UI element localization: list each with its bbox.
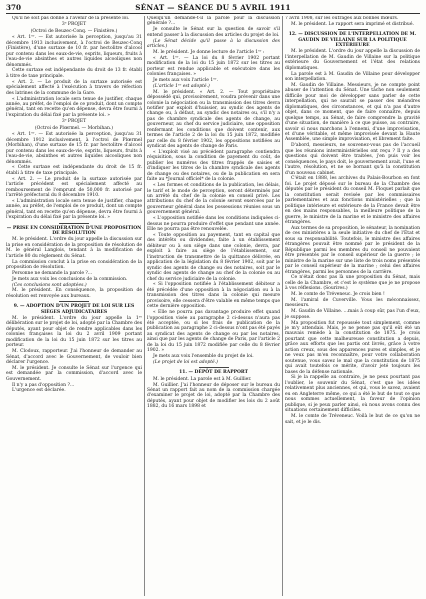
paragraph: « Si l'opposition notifiée à l'établissement débiteur a été précédée d'une opposition à la négociation ou à la transmission des titres dans la colonie qui mesure provisoire, elle cessera d'être valable en même temps que cette dernière opposition. — [147, 282, 280, 310]
paragraph: M. l'amiral de Cuverville. Vous les méconnaissez, messieurs. — [285, 297, 420, 309]
paragraph: M. le président. En conséquence, la proposition de résolution est renvoyée aux bureaux. — [6, 288, 142, 299]
paragraph: Cette surtaxe est indépendante du droit de 13 fr. établi à titre de taxe principale. — [6, 68, 142, 79]
paragraph: M. le président. Le rapport sera imprimé et distribué. — [291, 21, 414, 27]
paragraph: M. le comte de Tréveneuc. Je crois bien ! — [291, 292, 385, 298]
section-divider — [59, 223, 89, 224]
paragraph: 7 avril 1908, sur les outrages aux bonnes mœurs. — [285, 16, 399, 21]
paragraph: « L'opposition notifiée dans les conditions indiquées ci-dessus ne pourra produire d'effet que pendant une année. Elle ne pourra pas être renouvelée. — [147, 216, 280, 233]
section-heading: — PRISE EN CONSIDÉRATION D'UNE PROPOSITION DE RÉSOLUTION — [6, 225, 142, 237]
paragraph: M. le président. L'ordre du jour appelle la 1ʳᵉ délibération sur le projet de loi, adopté par la Chambre des députés, ayant pour objet de rendre applicables dans les colonies françaises la loi du 2 avril 1909 portant modification de la loi du 15 juin 1872 sur les titres au porteur. — [6, 316, 142, 349]
centered-heading: (Octroi de Beuzec-Conq. — Finistère.) — [30, 28, 118, 34]
text-columns — [6, 16, 420, 596]
paragraph: M. le comte de Tréveneuc. Voilà le but de ce qu'on ne sait, et je le dis. — [285, 414, 420, 425]
paragraph: M. Gaudin de Villaine. Messieurs, je ne compte point abuser de l'attention du Sénat. Une tâche non seulement difficile pour moi de développer sans parler de cette interpellation, qui ne saurait se passer des méandres diplomatiques, des circonstances, et qui n'a pas d'autre objet, dans ce moment, que de faire connaître, depuis quelque temps, au Sénat, de faire comprendre la gravité d'une situation, de manière à ce que puisse, au contraire, savoir si nous marchons à l'ennemi, d'une improvisation, et d'une véritable, et même improvisée devant la Haute Assemblée, une simple improvisation, et librement faite. — [285, 82, 420, 143]
paragraph: L'urgence est déclarée. — [12, 388, 66, 394]
paragraph: C'était en 1888, les archives du Palais-Bourbon en font foi. Le projet déposé sur le bureau de la Chambre des députés par le président du conseil M. Floquet parlait que la constitution serait revisée par les commissaires parlementaires et aux fonctions ministérielles ; que la politique intérieure et extérieure de la France devait être en des mains responsables, la meilleure politique de la guerre, le ministre de la marine et le ministre des affaires étrangères. — [285, 176, 420, 226]
paragraph: « Art. 1ᵉʳ. — Est autorisée la perception, jusqu'au 31 décembre 1913 inclusivement, à l'octroi de Beuzec-Conq (Finistère), d'une surtaxe de 10 fr. par hectolitre d'alcool pur contenu dans les eaux-de-vie, esprits, liqueurs, fruits à l'eau-de-vie absinthes et autres liquides alcooliques non dénommés. — [6, 35, 142, 68]
paragraph: Je mets aux voix l'ensemble du projet de loi. — [153, 354, 254, 360]
centered-heading: 3ᵉ PROJET — [61, 119, 87, 125]
section-heading: 11. — DÉPÔT DE RAPPORT — [179, 370, 248, 376]
paragraph: M. le président. L'ordre du jour appelle la discussion sur la prise en considération de la proposition de résolution de M. le général Langlois, tendant à la modification de l'article 80 du règlement du Sénat. — [6, 237, 142, 259]
paragraph: M. le président. « Art. 2. — Tout propriétaire dépossédé qui, provisoirement, voudra prévenir dans une colonie la négociation ou la transmission des titres devra notifier par exploit d'huissier, au syndic des agents de change ou, à défaut, au syndic des notaires ou, s'il n'y a pas de chambre syndicale des agents de change, au gouverneur, au chef du service judiciaire, une opposition renfermant les conditions que doivent contenir, aux termes de l'article 2 de la loi du 15 juin 1872, modifiée par celle du 8 février 1902, les oppositions notifiées au syndicat des agents de change de Paris. — [147, 89, 280, 150]
paragraph: (L'article 1ᵉʳ est adopté.) — [153, 83, 210, 89]
paragraph: Je consulte le Sénat sur la question de savoir s'il entend passer à la discussion des articles du projet de loi. — [147, 27, 280, 38]
paragraph: (Ces conclusions sont adoptées.) — [12, 282, 87, 288]
paragraph: M. le président. La parole est à M. Guillier. — [153, 376, 252, 382]
paragraph: Quelqu'un demande-t-il la parole pour la discussion générale ?... — [147, 16, 280, 27]
paragraph: « L'exploit visé au précédent paragraphe contiendra réquisition, sous la condition de payement du coût, de publier les numéros des titres frappés de saisies et d'indiquer les titres de la chambre syndicale des agents de change ou des notaires, ou de la publication en sera faite au *Journal officiel* de la colonie. — [147, 150, 280, 183]
paragraph: « L'administration locale sera tenue de justifier, chaque année, au préfet, de l'emploi de ce produit, dont un compte général, tant en recette qu'en dépense, devra être fourni à l'expiration du délai fixé par la présente loi. » — [6, 198, 142, 221]
paragraph: « L'administration locale sera tenue de justifier, chaque année, au préfet, de l'emploi de ce produit, dont un compte général, tant en recette qu'en dépense, devra être fourni à l'expiration du délai fixé par la présente loi. » — [6, 96, 142, 118]
paragraph: M. le président. Je consulte le Sénat sur l'urgence qui est demandée par la commission, d'accord avec le Gouvernement. — [6, 365, 142, 382]
paragraph: Aux termes de sa proposition, le sénateur, la nomination de ces ministères a la seule initiative du chef de l'État et sous sa responsabilité. Toutefois, le ministre des affaires étrangères pouvait être nommé par le président de la République parmi les membres du conseil ne pouvaient être présentés par le conseil supérieur de la guerre ; le ministre de la marine sur une liste de trois noms présentés par le conseil supérieur de la marine ; celui des affaires étrangères, parmi les personnes de la carrière. — [285, 225, 420, 275]
paragraph: « Art. 1ᵉʳ. — La loi du 8 février 1902 portant modification de la loi du 15 juin 1872 sur les titres au porteur est rendue applicable et exécutoire dans les colonies françaises. » — [147, 55, 280, 78]
paragraph: D'abord, messieurs, ne souvenez-vous pas de l'accueil que les réunions interministérielles ont reçu ? Il y a des questions qui doivent être traitées, j'en puis voir les conséquences, le pays doit, le gouvernement avait, l'une et l'autre, résolution, et ne se bornant qu'à la constitution d'un nouveau cabinet. — [285, 143, 420, 176]
section-heading: 12. — DISCUSSION DE L'INTERPELLATION DE M. GAUDIN DE VILLAINE SUR LA POLITIQUE EXTÉRIEURE — [288, 32, 417, 49]
paragraph: Il n'y a pas d'opposition ?... — [12, 382, 75, 388]
paragraph: « Art. 2. — Le produit de la surtaxe autorisée est spécialement affecté à l'exécution à travers de réfection des latrines de la commune de la Gare. — [6, 79, 142, 96]
paragraph: Ce n'était donc pas là une proposition du Sénat, mais celle de la Chambre, et c'est le système que je ne propose à vos réflexions. (Sourires.) — [285, 275, 420, 292]
paragraph: « Elle ne pourra pas davantage produire effet quand l'opposition visée au paragraphe 2 ci-dessus n'aura pas été acceptée, ou si les frais de publication de la publication au paragraphe 2 ci-dessus n'ont pas été payés au syndicat des agents de change ou par les notaires, ainsi que par les agents de change de Paris, par l'article 2 de la loi du 15 juin 1872 modifiée par celle du 8 février 1902. » — [147, 310, 280, 354]
section-divider — [199, 367, 229, 368]
paragraph: « Cette surtaxe est indépendante du droit de 15 fr. établi à titre de taxe principale. — [6, 165, 142, 176]
paragraph: M. Guillier. J'ai l'honneur de déposer sur le bureau du Sénat un rapport fait au nom de la commission chargée d'examiner le projet de loi, adopté par la Chambre des députés, ayant pour objet de modifier les lois du 2 août 1882, du 16 mars 1898 et — [147, 382, 280, 410]
paragraph: « Art. 2. — Le produit de la surtaxe autorisée par l'article précédent est spécialement affecté au remboursement de l'emprunt de 50,000 fr. autorisé par l'arrêté préfectoral du 8 décembre 1910. — [6, 176, 142, 198]
column-3 — [282, 16, 420, 596]
paragraph: M. Gaudin de Villaine. ...mais à coup sûr, pas l'un d'eux, je suppose. — [285, 309, 420, 320]
paragraph: Si je la rappelle au contraire, je ne peux pourtant pas l'oublier, le souvenir du Sénat, c'est que les idées relativement plus anciennes, et qui, vous le savez, avaient eu en Angleterre même, ce qui a été le but de tout ce que nous sommes actuellement, la faveur de l'opinion publique, si je peux parler ainsi, où nous avons connu des situations certainement difficiles. — [285, 375, 420, 414]
page-number: 370 — [6, 3, 22, 12]
paragraph: M. Clodoux, rapporteur. J'ai l'honneur de demander au Sénat, d'accord avec le Gouvernement, de vouloir bien déclarer l'urgence. — [6, 349, 142, 366]
paragraph: « Art. 1ᵉʳ. — Est autorisée la perception, jusqu'au 31 décembre 1912 inclusivement, à l'octroi de Plœrmel (Morbihan), d'une surtaxe de 15 fr. par hectolitre d'alcool pur contenu dans les eaux-de-vie, esprits, liqueurs, fruits à l'eau-de-vie, absinthes et autres liquides alcooliques non dénommés. — [6, 132, 142, 165]
paragraph: « Toute opposition au payement, tant en capital que des intérêts ou dividendes, faite à un établissement débiteur ou à son siège dans une colonie, devra, par exploit à faire au siège de l'établissement, sur l'instruction de transmettre de la quittance délivrée, en application de la législation du 8 février 1902, soit par le syndic des agents de change ou des notaires, soit par le syndic des agents de change au chef de la colonie ou au chef du service judiciaire de la colonie. — [147, 232, 280, 282]
paragraph: La commission conclut à la prise en considération de la proposition de résolution. — [6, 259, 142, 271]
section-divider — [338, 29, 368, 30]
paragraph: Ma proposition fut repoussée tout simplement, comme je m'y attendais. Mais, je ne pense pas qu'il eût été un mauvais remède à la constitution de 1875. Je crois pourtant que cette malheureuse constitution a depuis, grâce aux efforts que les partis ont livrés, grâce à votre action creux, sous des apparences pures et simples, et je ne veux pas m'en reconnaître, pour votre collaboration soutenue, vous savez le mal que la constitution de 1875 qui avait toutefois ce mérite, d'avoir jeté toujours les bases de la défense nationale. — [285, 320, 420, 375]
page-title: SÉNAT — SÉANCE DU 5 AVRIL 1911 — [135, 3, 291, 12]
paragraph: Qu'il ne soit pas donné à l'avenir de la présente loi. — [12, 16, 130, 21]
page-header — [6, 3, 420, 14]
paragraph: « Les formes et conditions de la publication, les délais, le tarif et le mode de perception, seront déterminés par un arrêté du chef de la colonie en conseil privé. Les attributions du chef de la colonie seront exercées par le gouverneur général dans les possessions réunies sous un gouvernement général. — [147, 183, 280, 216]
paragraph: (Le Sénat décide qu'il passe à la discussion des articles.) — [147, 38, 280, 50]
paragraph: Je mets aux voix l'article 1ᵉʳ. — [153, 77, 218, 83]
centered-heading: (Octroi de Plœrmel. — Morbihan.) — [34, 125, 114, 131]
centered-heading: 3ᵉ PROJET — [61, 22, 87, 28]
column-1 — [6, 16, 144, 596]
paragraph: Je mets aux voix les conclusions de la commission. — [12, 276, 128, 282]
column-2 — [144, 16, 282, 596]
paragraph: M. le président. L'ordre du jour appelle la discussion de l'interpellation de M. Gaudin de Villaine sur la politique extérieure du Gouvernement et l'état des relations diplomatiques. — [285, 49, 420, 71]
paragraph: (Le projet de loi est adopté.) — [153, 359, 218, 365]
paragraph: M. le président. Je donne lecture de l'article 1ᵉʳ : — [153, 49, 265, 55]
paragraph: Personne ne demande la parole ?... — [12, 270, 93, 276]
section-heading: 9. — ADOPTION D'UN PROJET DE LOI SUR LES SIÈGES ADJUDICATAIRES — [13, 304, 135, 315]
section-divider — [59, 301, 89, 302]
paragraph: La parole est à M. Gaudin de Villaine pour développer son interpellation. — [285, 71, 420, 83]
